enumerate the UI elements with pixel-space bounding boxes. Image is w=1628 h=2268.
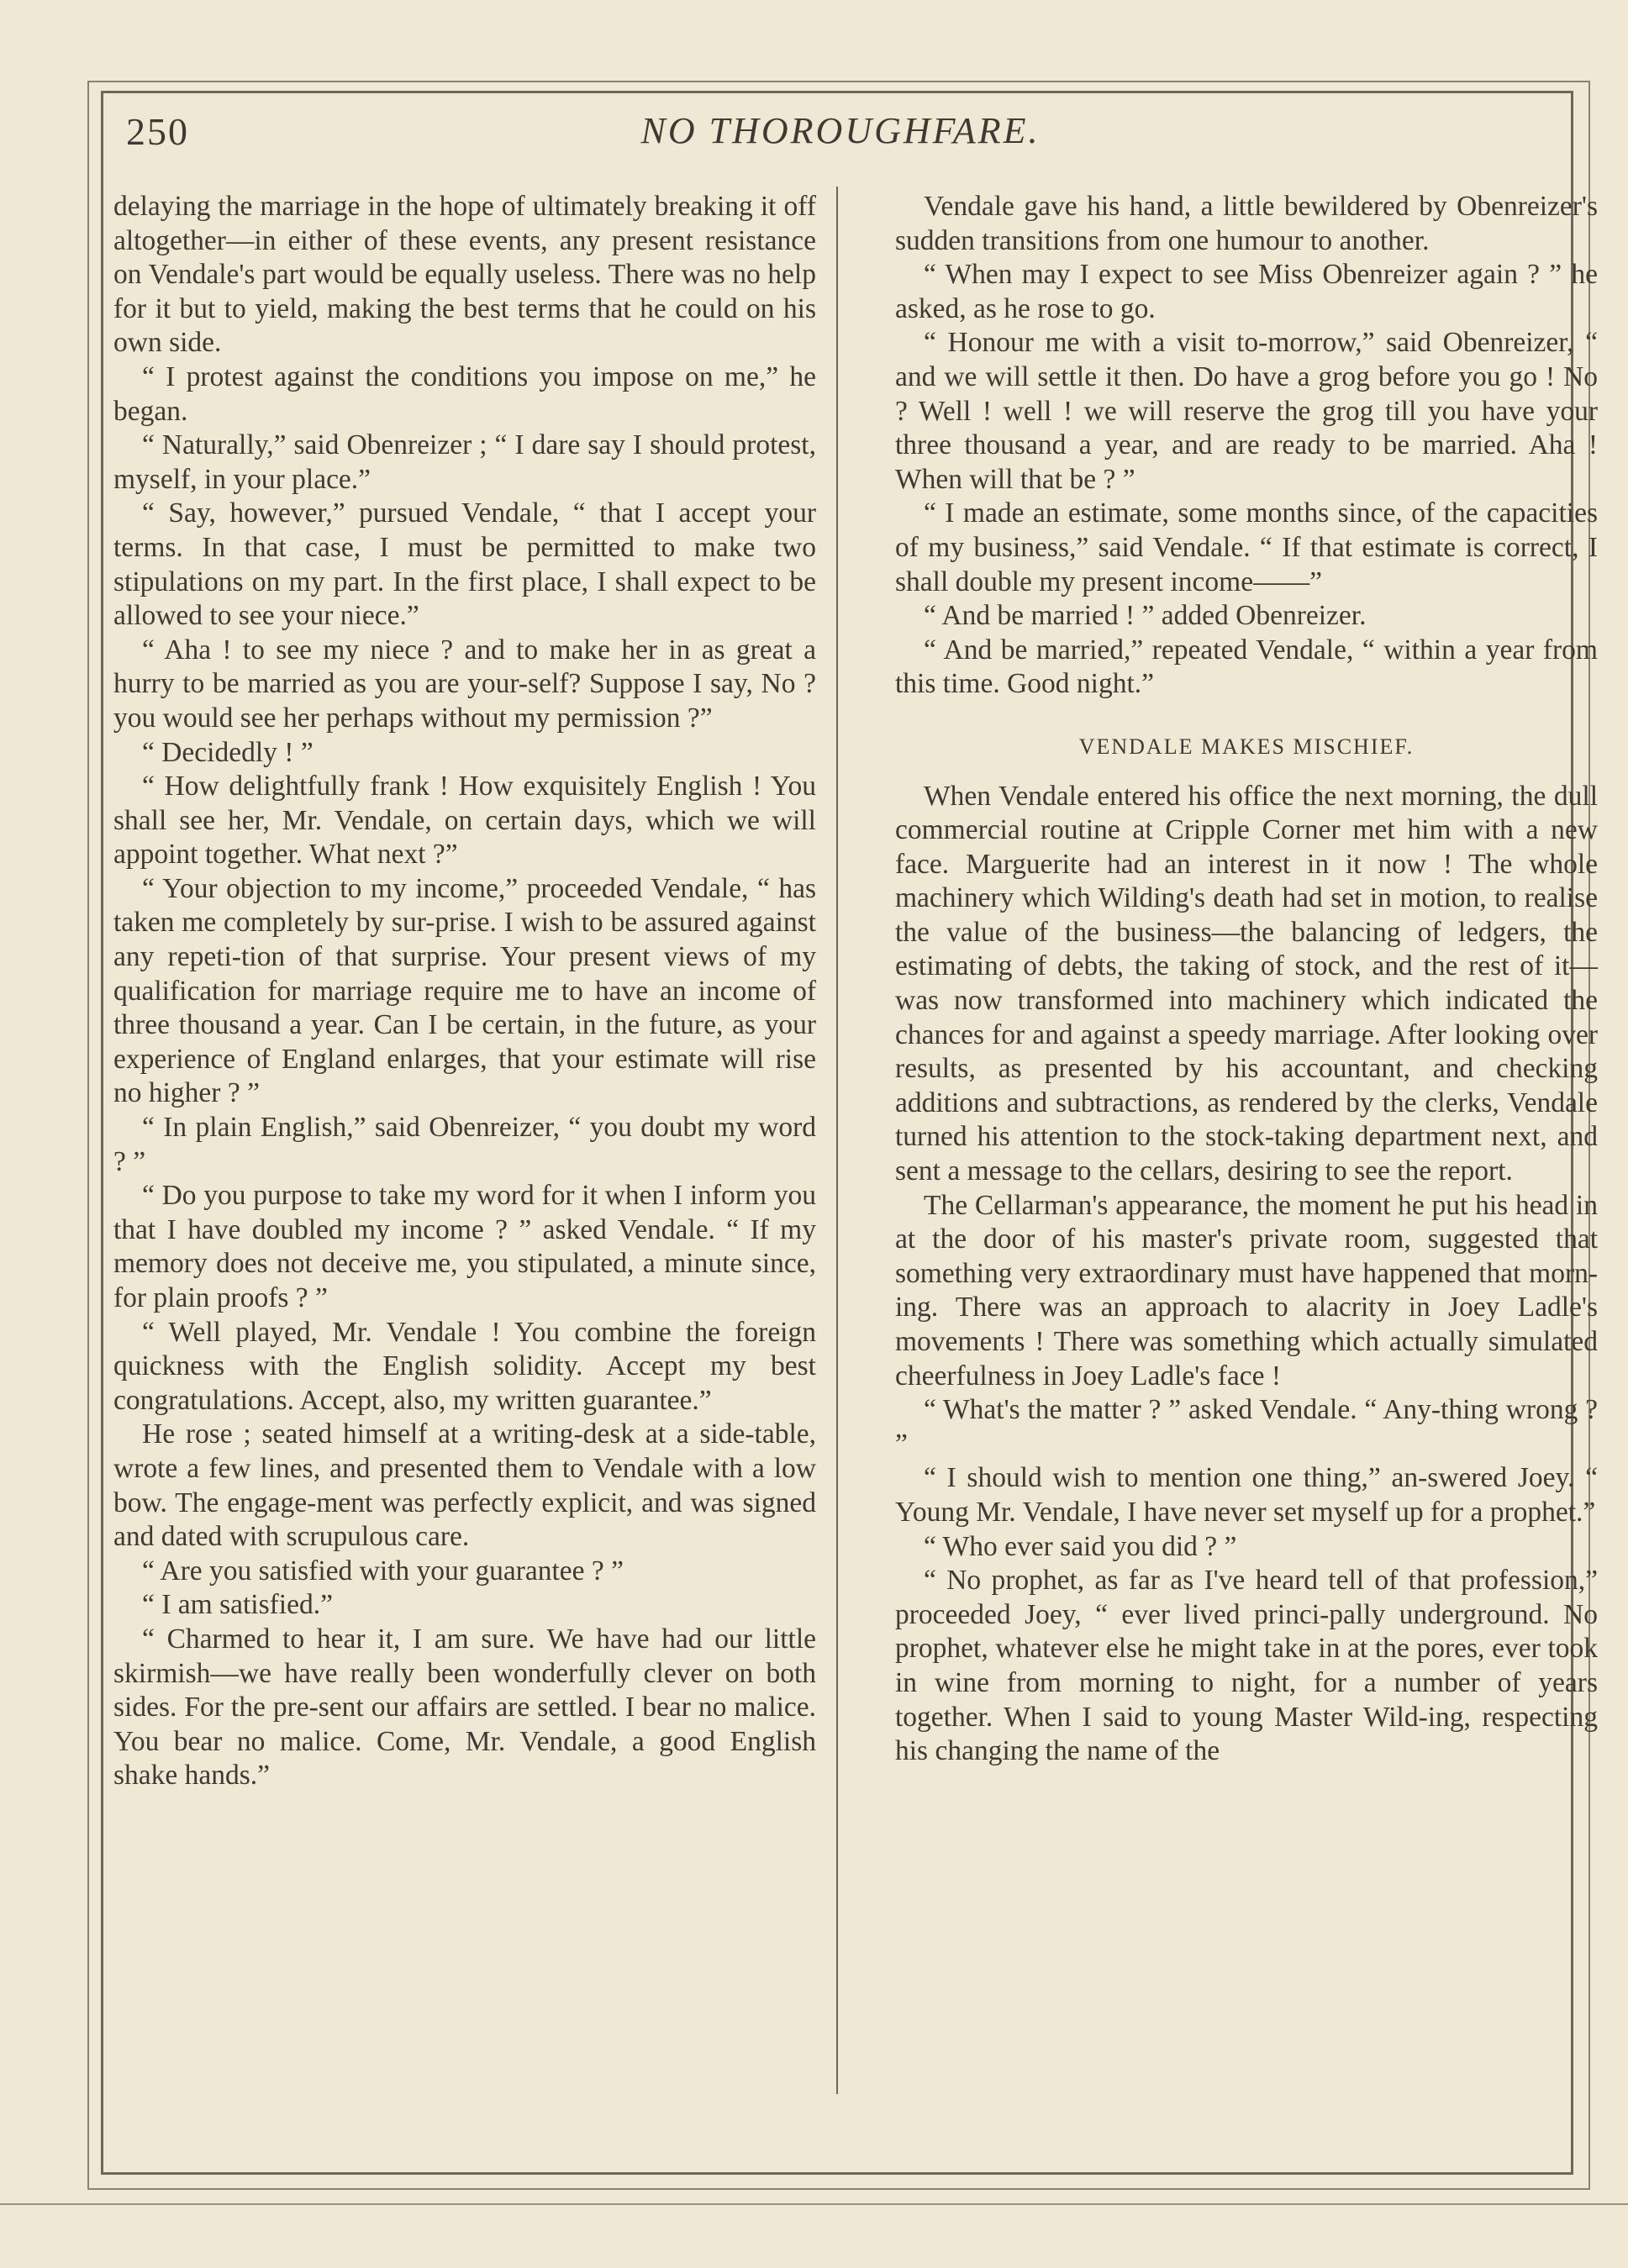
paragraph: “ In plain English,” said Obenreizer, “ you doubt my word ? ”	[113, 1112, 816, 1177]
paragraph: Vendale gave his hand, a little bewildered by Obenreizer's sudden transitions from one humour to another.	[895, 191, 1598, 256]
paragraph: “ I protest against the conditions you impose on me,” he began.	[113, 360, 816, 427]
paragraph: “ Your objection to my income,” proceeded Vendale, “ has taken me completely by sur-prise. I wish to be assured against any repeti-tion of that surprise. Your present views of my qualification for marriage require me to have an income of three thousand a year. Can I be certain, in the future, as your experience of England enlarges, that your estimate will rise no higher ? ”	[113, 872, 816, 1109]
section-heading: VENDALE MAKES MISCHIEF.	[1078, 734, 1415, 759]
paragraph: “ What's the matter ? ” asked Vendale. “ Any-thing wrong ? ”	[895, 1394, 1598, 1460]
page-edge-rule	[0, 2203, 1628, 2205]
paragraph: “ Decidedly ! ”	[142, 736, 313, 768]
left-column	[113, 190, 816, 1793]
paragraph: “ Naturally,” said Obenreizer ; “ I dare say I should protest, myself, in your place.”	[113, 429, 816, 495]
paragraph: The Cellarman's appearance, the moment he put his head in at the door of his master's private room, suggested that something very extraordinary must have happened that morn-ing. There was an approach to alacrity in Joey Ladle's movements ! There was something which actually simulated cheerfulness in Joey Ladle's face !	[895, 1189, 1598, 1392]
paragraph: “ How delightfully frank ! How exquisitely English ! You shall see her, Mr. Vendale, on certain days, which we will appoint together. What next ?”	[113, 771, 816, 871]
paragraph: “ When may I expect to see Miss Obenreizer again ? ” he asked, as he rose to go.	[895, 259, 1598, 324]
paragraph: “ I am satisfied.”	[142, 1589, 333, 1621]
paragraph: “ I made an estimate, some months since, of the capacities of my business,” said Vendale. “ If that estimate is correct, I shall double my present income——”	[895, 497, 1598, 597]
paragraph: When Vendale entered his office the next morning, the dull commercial routine at Cripple Corner met him with a new face. Marguerite had an interest in it now ! The whole machinery which Wilding's death had set in motion, to realise the value of the business—the balancing of ledgers, the estimating of debts, the taking of stock, and the rest of it—was now transformed into machinery which indicated the chances for and against a speedy marriage. After looking over results, as presented by his accountant, and checking additions and subtractions, as rendered by the clerks, Vendale turned his attention to the stock-taking department next, and sent a message to the cellars, desiring to see the report.	[895, 780, 1598, 1187]
page-header	[126, 109, 1555, 160]
paragraph: delaying the marriage in the hope of ultimately breaking it off altogether—in either of these events, any present resistance on Vendale's part would be equally useless. There was no help for it but to yield, making the best terms that he could on his own side.	[113, 191, 816, 359]
paragraph: “ I should wish to mention one thing,” an-swered Joey. “ Young Mr. Vendale, I have never set myself up for a prophet.”	[895, 1462, 1598, 1528]
paragraph: “ Aha ! to see my niece ? and to make her in as great a hurry to be married as you are your-self? Suppose I say, No ? you would see her perhaps without my permission ?”	[113, 634, 816, 734]
paragraph: “ And be married ! ” added Obenreizer.	[924, 600, 1367, 632]
paragraph: “ Well played, Mr. Vendale ! You combine the foreign quickness with the English solidity. Accept my best congratulations. Accept, also, my written guarantee.”	[113, 1316, 816, 1416]
paragraph: “ Who ever said you did ? ”	[924, 1530, 1237, 1562]
column-divider	[836, 187, 838, 2094]
paragraph: “ Charmed to hear it, I am sure. We have had our little skirmish—we have really been wonderfully clever on both sides. For the pre-sent our affairs are settled. I bear no malice. You bear no malice. Come, Mr. Vendale, a good English shake hands.”	[113, 1623, 816, 1792]
right-column	[895, 190, 1598, 1769]
paragraph: “ No prophet, as far as I've heard tell of that profession,” proceeded Joey, “ ever lived princi-pally underground. No prophet, whatever else he might take in at the pores, ever took in wine from morning to night, for a number of years together. When I said to young Master Wild-ing, respecting his changing the name of the	[895, 1565, 1598, 1767]
paragraph: “ Honour me with a visit to-morrow,” said Obenreizer, “ and we will settle it then. Do have a grog before you go ! No ? Well ! well ! we will reserve the grog till you have your three thousand a year, and are ready to be married. Aha ! When will that be ? ”	[895, 327, 1598, 495]
paragraph: “ Say, however,” pursued Vendale, “ that I accept your terms. In that case, I must be permitted to make two stipulations on my part. In the first place, I shall expect to be allowed to see your niece.”	[113, 497, 816, 632]
paragraph: “ And be married,” repeated Vendale, “ within a year from this time. Good night.”	[895, 634, 1598, 700]
running-title: NO THOROUGHFARE.	[640, 110, 1041, 151]
page-number: 250	[126, 110, 189, 153]
paragraph: “ Do you purpose to take my word for it when I inform you that I have doubled my income ? ” asked Vendale. “ If my memory does not deceive me, you stipulated, a minute since, for plain proofs ? ”	[113, 1180, 816, 1313]
paragraph: He rose ; seated himself at a writing-desk at a side-table, wrote a few lines, and presented them to Vendale with a low bow. The engage-ment was perfectly explicit, and was signed and dated with scrupulous care.	[113, 1418, 816, 1553]
paragraph: “ Are you satisfied with your guarantee ? ”	[142, 1555, 624, 1587]
